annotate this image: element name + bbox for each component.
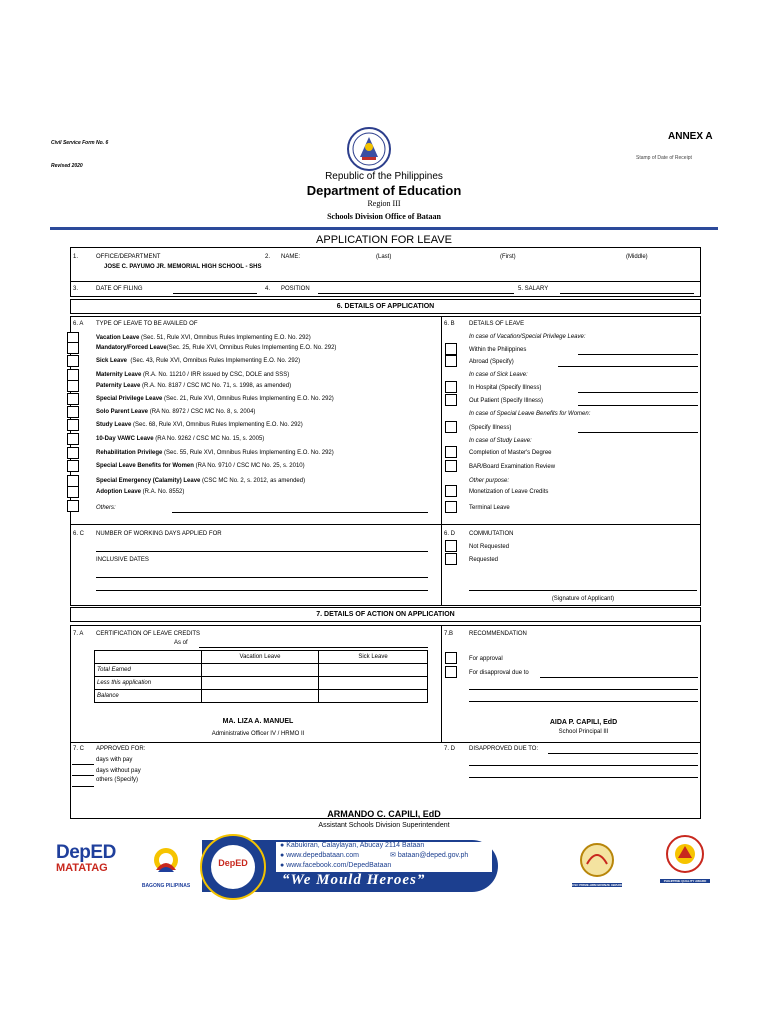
7c-label: APPROVED FOR: [96,746,146,752]
leave-type-item [96,436,264,443]
bagong-pilipinas-text: BAGONG PILIPINAS [141,883,191,889]
other-purpose-heading: Other purpose: [469,478,510,484]
position-label: POSITION [281,286,310,292]
item-2-number: 2. [265,254,271,260]
6a-number: 6. A [73,321,84,327]
bagong-pilipinas-logo [134,842,198,890]
footer-motto: “We Mould Heroes” [282,872,426,888]
region-text: Region III [367,199,401,208]
department-text: Department of Education [306,183,462,198]
within-philippines-checkbox[interactable] [445,343,457,355]
leave-type-reference: (RA No. 8972 / CSC MC No. 8, s. 2004) [148,409,256,415]
out-patient-field[interactable] [578,405,698,406]
others-field[interactable] [172,512,428,513]
women-illness-field[interactable] [578,432,698,433]
6b-number: 6. B [444,321,455,327]
6a-label: TYPE OF LEAVE TO BE AVAILED OF [96,321,198,327]
location-icon: ● [280,842,285,849]
leave-type-checkbox[interactable] [67,433,79,445]
item-1-number: 1. [73,254,79,260]
item-4-number: 4. [265,286,271,292]
inclusive-dates-field-2[interactable] [96,590,428,591]
office-value[interactable]: JOSE C. PAYUMO JR. MEMORIAL HIGH SCHOOL - SHS [104,264,262,270]
pqa-award-icon [660,834,710,890]
leave-type-item [96,409,255,416]
mail-icon: ✉ [390,852,396,859]
others-specify-field[interactable] [72,786,94,787]
disapproved-reason-field-2[interactable] [469,765,698,766]
leave-type-checkbox[interactable] [67,419,79,431]
first-name-label: (First) [500,254,516,260]
others-specify-label: others (Specify) [96,777,139,783]
leave-type-name: Mandatory/Forced Leave [96,345,167,351]
disapproval-reason-field-2[interactable] [469,689,698,690]
leave-type-name: Study Leave [96,422,132,428]
leave-type-reference: (Sec. 51, Rule XVI, Omnibus Rules Implementing E.O. No. 292) [139,335,311,341]
footer-website[interactable] [280,852,359,860]
women-illness-checkbox[interactable] [445,421,457,433]
office-label: OFFICE/DEPARTMENT [96,254,161,260]
leave-type-reference: (RA No. 9262 / CSC MC No. 15, s. 2005) [153,436,265,442]
within-philippines-field[interactable] [578,354,698,355]
certifier-name: MA. LIZA A. MANUEL [222,718,294,725]
footer-address [280,842,424,850]
approver-name: ARMANDO C. CAPILI, EdD [327,809,441,819]
leave-type-checkbox[interactable] [67,380,79,392]
leave-type-reference: (Sec. 43, Rule XVI, Omnibus Rules Implementing E.O. No. 292) [127,358,301,364]
recommender-title: School Principal III [558,729,609,735]
disapproved-reason-field-3[interactable] [469,777,698,778]
leave-credits-table [94,650,428,703]
section-6-header: 6. DETAILS OF APPLICATION [70,299,701,314]
footer-email[interactable] [390,852,468,860]
salary-field[interactable] [560,293,694,294]
balance-vacation-cell[interactable] [202,690,319,703]
csc-award-text: CSC PRIME-HRM BRONZE AWARD [572,883,622,887]
division-seal-text: DepED [218,858,248,868]
abroad-field[interactable] [558,366,698,367]
section-7-header: 7. DETAILS OF ACTION ON APPLICATION [70,607,701,622]
leave-type-name: Solo Parent Leave [96,409,149,415]
leave-type-checkbox[interactable] [67,486,79,498]
requested-label: Requested [469,557,499,563]
leave-type-item [96,489,184,496]
disapproved-reason-field-1[interactable] [548,753,698,754]
for-approval-label: For approval [469,656,503,662]
7a-number: 7. A [73,631,84,637]
facebook-icon: ● [280,862,285,869]
leave-type-checkbox[interactable] [67,460,79,472]
6c-label: NUMBER OF WORKING DAYS APPLIED FOR [96,531,222,537]
monetization-checkbox[interactable] [445,485,457,497]
leave-type-reference: (R.A. No. 8187 / CSC MC No. 71, s. 1998, as amended) [140,383,292,389]
days-without-pay-label: days without pay [96,768,141,774]
inclusive-dates-label: INCLUSIVE DATES [96,557,149,563]
footer-website-text: www.depedbataan.com [286,852,359,859]
footer-facebook-text: www.facebook.com/DepedBataan [286,862,392,869]
7d-label: DISAPPROVED DUE TO: [469,746,539,752]
leave-type-checkbox[interactable] [67,406,79,418]
leave-type-reference: (Sec. 68, Rule XVI, Omnibus Rules Implementing E.O. No. 292) [131,422,303,428]
bar-review-label: BAR/Board Examination Review [469,464,556,470]
7c-number: 7. C [73,746,85,752]
leave-type-name: Maternity Leave [96,372,142,378]
less-application-label: Less this application [95,677,202,690]
masters-checkbox[interactable] [445,446,457,458]
last-name-label: (Last) [376,254,392,260]
as-of-field[interactable] [199,647,428,648]
7b-label: RECOMMENDATION [469,631,527,637]
footer-address-text: Kabukiran, Calaylayan, Abucay 2114 Bataan [286,842,425,849]
leave-type-checkbox[interactable] [67,342,79,354]
item-3-number: 3. [73,286,79,292]
leave-type-reference: (Sec. 25, Rule XVI, Omnibus Rules Implementing E.O. No. 292) [166,345,337,351]
within-philippines-label: Within the Philippines [469,347,527,353]
sun-flag-icon [134,842,198,878]
leave-type-name: Special Leave Benefits for Women [96,463,194,469]
csc-award-icon [572,842,622,892]
revised-date: Revised 2020 [51,163,83,169]
disapproval-reason-field-1[interactable] [540,677,698,678]
date-filing-label: DATE OF FILING [96,286,143,292]
6d-number: 6. D [444,531,456,537]
republic-text: Republic of the Philippines [325,171,443,182]
header-divider [50,227,718,230]
less-application-vacation-cell[interactable] [202,677,319,690]
leave-type-item [96,345,336,352]
others-label: Others: [96,505,116,511]
7d-number: 7. D [444,746,456,752]
leave-type-item [96,450,334,457]
leave-type-item [96,463,305,470]
for-disapproval-checkbox[interactable] [445,666,457,678]
women-illness-label: (Specify Illness) [469,425,512,431]
leave-type-item [96,335,311,342]
leave-type-item [96,358,300,365]
leave-type-name: Vacation Leave [96,335,140,341]
stamp-label: Stamp of Date of Receipt [636,155,692,161]
leave-type-reference: (RA No. 9710 / CSC MC No. 25, s. 2010) [193,463,305,469]
leave-type-checkbox[interactable] [67,393,79,405]
leave-type-item [96,396,334,403]
form-number: Civil Service Form No. 6 [51,140,109,146]
leave-type-item [96,383,291,390]
deped-logo-text: DepED [56,842,116,863]
vacation-heading: In case of Vacation/Special Privilege Leave: [469,334,586,340]
leave-type-item [96,478,305,485]
leave-type-checkbox[interactable] [67,447,79,459]
abroad-label: Abroad (Specify) [469,359,514,365]
certifier-title: Administrative Officer IV / HRMO II [211,731,305,737]
6b-label: DETAILS OF LEAVE [469,321,525,327]
inclusive-dates-field-1[interactable] [96,577,428,578]
terminal-leave-checkbox[interactable] [445,501,457,513]
total-earned-label: Total Earned [95,664,202,677]
as-of-label: As of [174,640,188,646]
days-without-pay-field[interactable] [72,775,94,776]
leave-type-item [96,422,303,429]
for-approval-checkbox[interactable] [445,652,457,664]
leave-type-reference: (Sec. 21, Rule XVI, Omnibus Rules Implementing E.O. No. 292) [162,396,334,402]
monetization-label: Monetization of Leave Credits [469,489,549,495]
leave-type-reference: (Sec. 55, Rule XVI, Omnibus Rules Implementing E.O. No. 292) [162,450,334,456]
bar-review-checkbox[interactable] [445,460,457,472]
date-filing-field[interactable] [173,293,257,294]
6d-label: COMMUTATION [469,531,514,537]
days-with-pay-label: days with pay [96,757,133,763]
footer-email-text: bataan@deped.gov.ph [397,852,469,859]
signature-line[interactable] [469,590,697,591]
6c-number: 6. C [73,531,85,537]
for-disapproval-label: For disapproval due to [469,670,529,676]
form-title: APPLICATION FOR LEAVE [316,234,452,246]
leave-type-checkbox[interactable] [67,355,79,367]
disapproval-reason-field-3[interactable] [469,701,698,702]
leave-type-reference: (R.A. No. 11210 / IRR issued by CSC, DOLE and SSS) [141,372,290,378]
approver-title: Assistant Schools Division Superintendent [318,822,450,829]
women-heading: In case of Special Leave Benefits for Women: [469,411,591,417]
position-field[interactable] [318,293,514,294]
leave-type-reference: (R.A. No. 8552) [141,489,185,495]
signature-label: (Signature of Applicant) [551,596,615,602]
7a-label: CERTIFICATION OF LEAVE CREDITS [96,631,201,637]
not-requested-label: Not Requested [469,544,510,550]
days-with-pay-field[interactable] [72,764,94,765]
terminal-leave-label: Terminal Leave [469,505,510,511]
pqa-award-text: PHILIPPINE QUALITY AWARD [660,879,710,883]
study-heading: In case of Study Leave: [469,438,532,444]
in-hospital-field[interactable] [578,392,698,393]
recommender-name: AIDA P. CAPILI, EdD [549,719,618,726]
globe-icon: ● [280,852,285,859]
name-label: NAME: [281,254,301,260]
deped-matatag-logo [56,842,126,874]
leave-type-reference: (CSC MC No. 2, s. 2012, as amended) [200,478,306,484]
leave-type-name: Paternity Leave [96,383,141,389]
less-application-sick-cell[interactable] [319,677,428,690]
balance-sick-cell[interactable] [319,690,428,703]
total-earned-vacation-cell[interactable] [202,664,319,677]
annex-label: ANNEX A [668,131,713,142]
out-patient-label: Out Patient (Specify Illness) [469,398,544,404]
working-days-field[interactable] [96,551,428,552]
out-patient-checkbox[interactable] [445,394,457,406]
matatag-text: MATATAG [56,862,108,874]
salary-label: 5. SALARY [518,286,549,292]
sick-heading: In case of Sick Leave: [469,372,528,378]
in-hospital-label: In Hospital (Specify Illness) [469,385,542,391]
balance-label: Balance [95,690,202,703]
leave-type-name: 10-Day VAWC Leave [96,436,154,442]
leave-type-name: Special Privilege Leave [96,396,163,402]
total-earned-sick-cell[interactable] [319,664,428,677]
vacation-leave-column-header: Vacation Leave [202,651,319,664]
sick-leave-column-header: Sick Leave [319,651,428,664]
leave-type-name: Rehabilitation Privilege [96,450,163,456]
7b-number: 7.B [444,631,454,637]
not-requested-checkbox[interactable] [445,540,457,552]
requested-checkbox[interactable] [445,553,457,565]
leave-type-item [96,372,289,379]
division-text: Schools Division Office of Bataan [327,212,441,221]
middle-name-label: (Middle) [626,254,648,260]
leave-type-name: Adoption Leave [96,489,142,495]
abroad-checkbox[interactable] [445,355,457,367]
others-checkbox[interactable] [67,500,79,512]
footer-facebook[interactable] [280,862,391,870]
masters-label: Completion of Master's Degree [469,450,552,456]
leave-type-name: Sick Leave [96,358,128,364]
leave-type-name: Special Emergency (Calamity) Leave [96,478,201,484]
in-hospital-checkbox[interactable] [445,381,457,393]
division-seal-icon [200,834,266,900]
deped-seal-icon [347,127,391,171]
